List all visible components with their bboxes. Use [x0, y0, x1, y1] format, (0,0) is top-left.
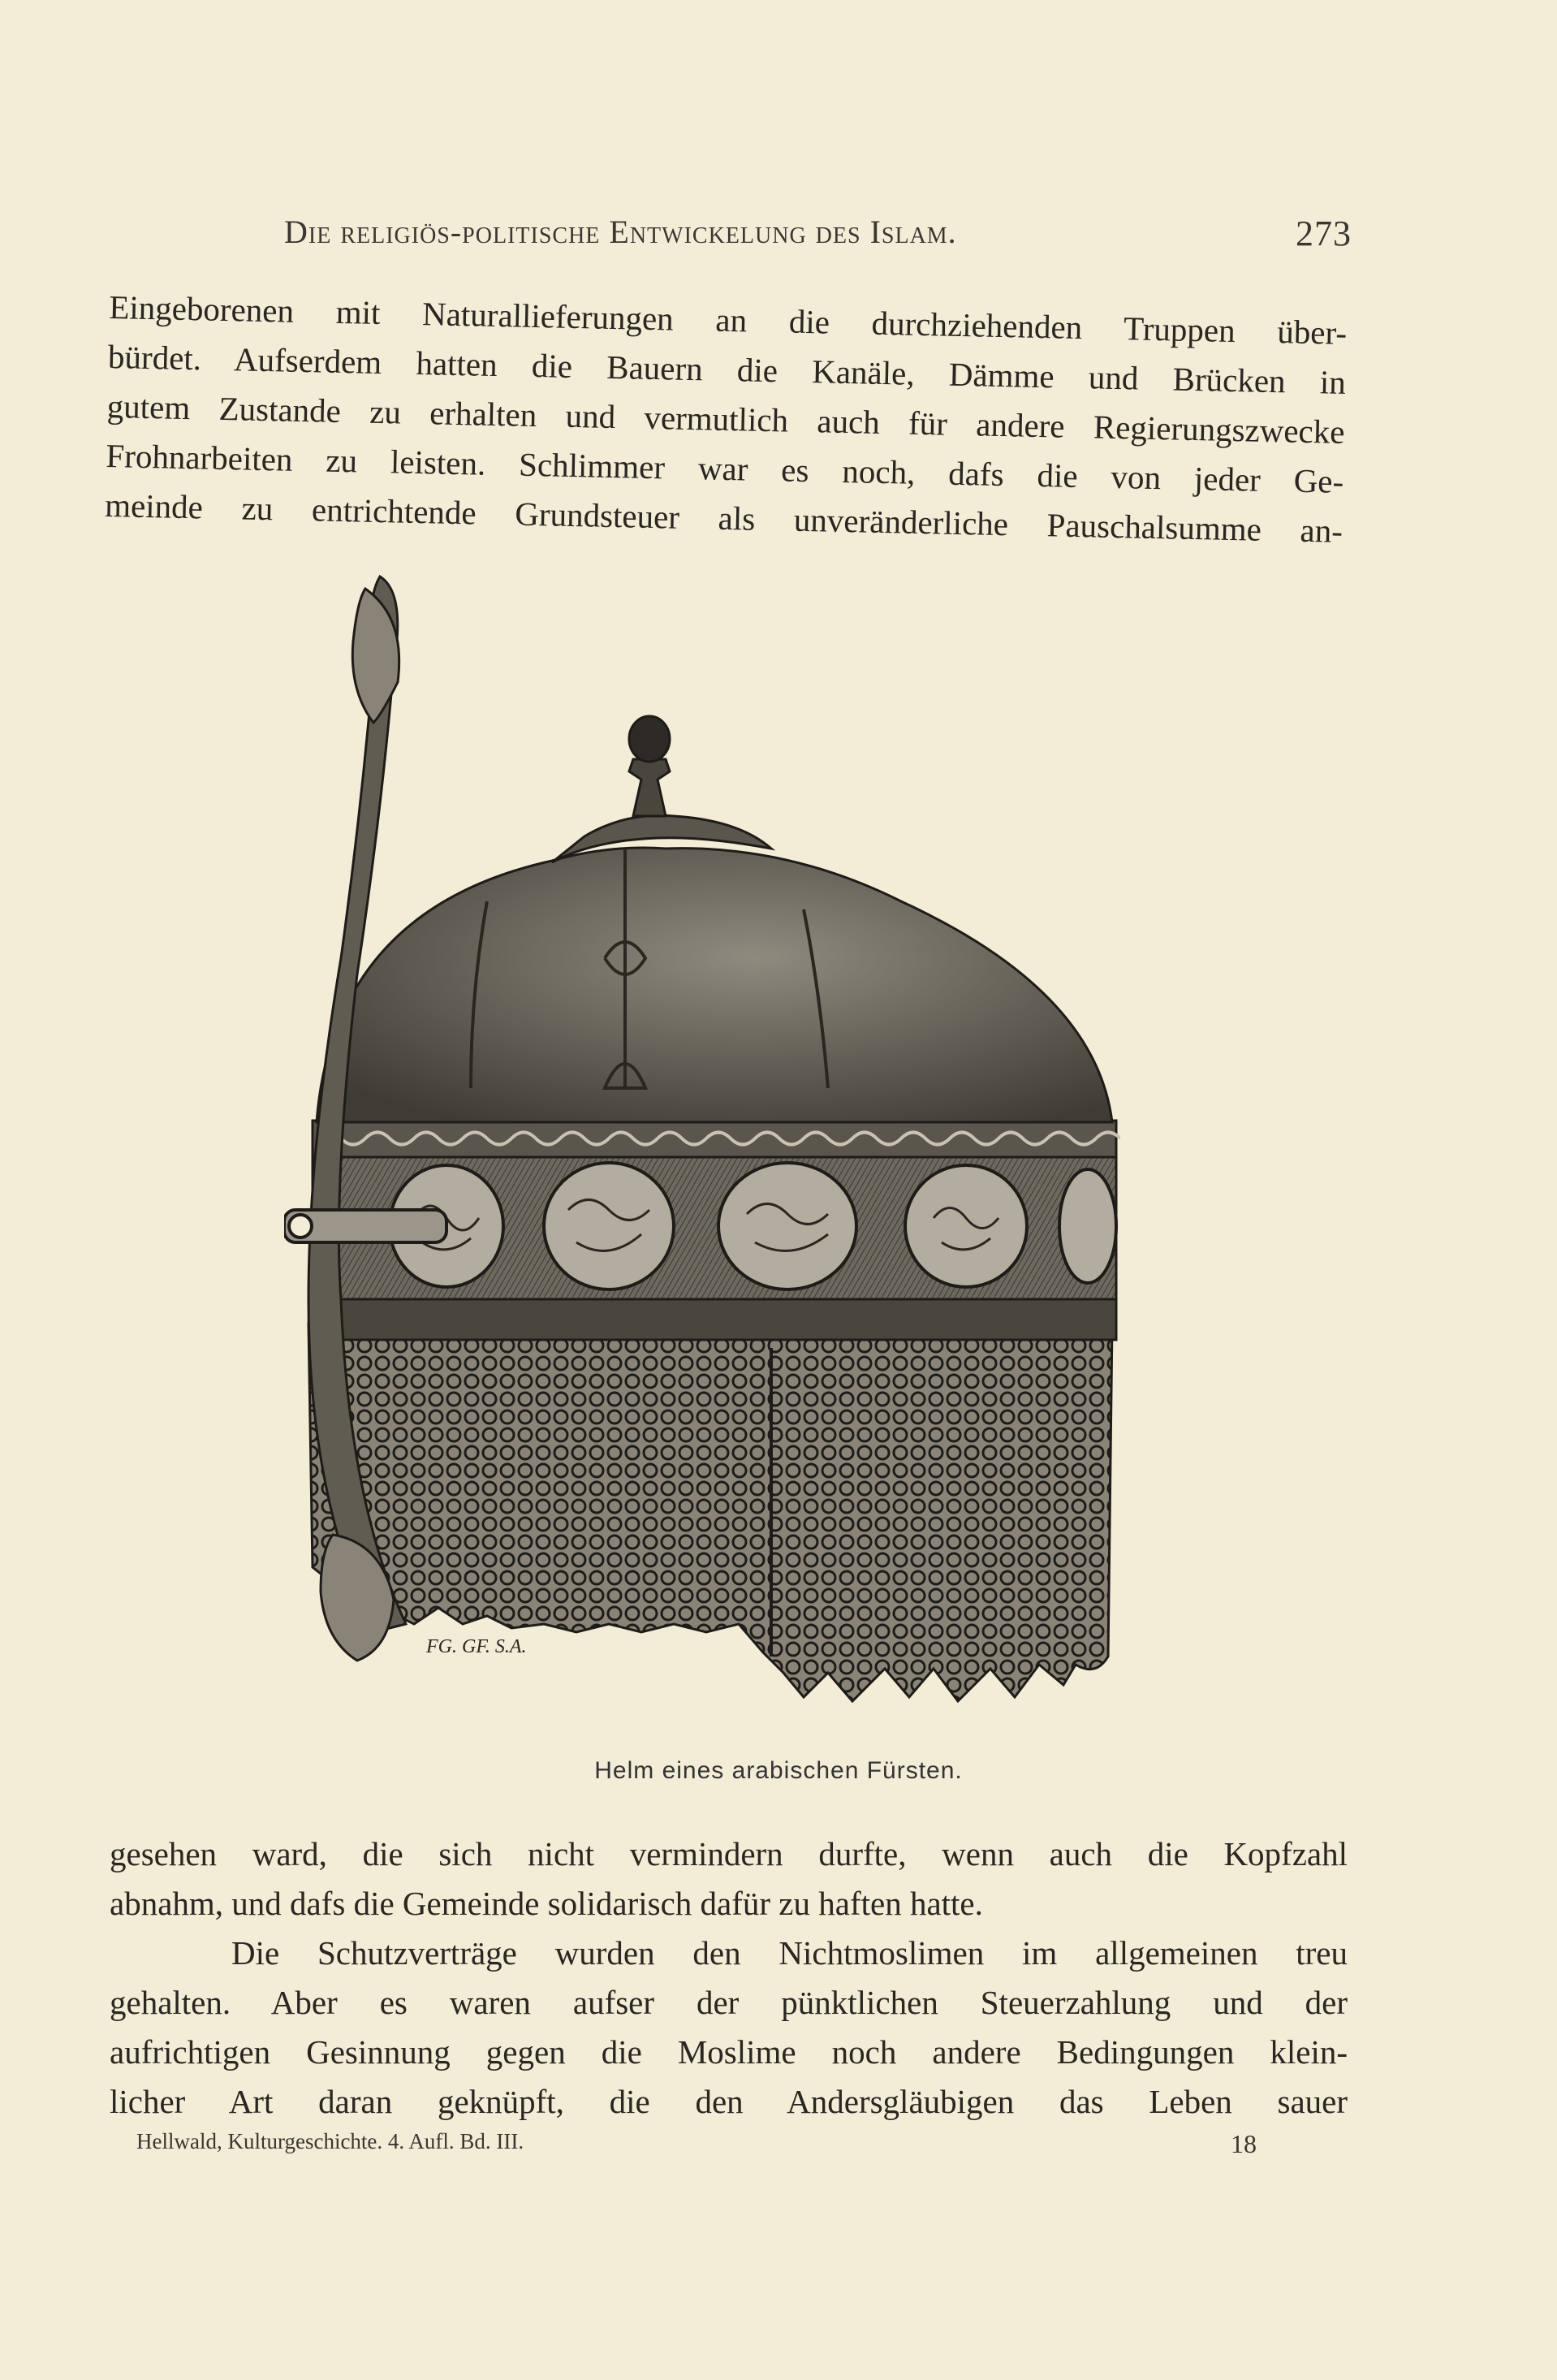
helmet-illustration [284, 568, 1120, 1738]
signature-mark: 18 [1231, 2129, 1257, 2158]
chapter-title: Die religiös-politische Entwickelung des Islam. [284, 214, 957, 250]
book-reference: Hellwald, Kulturgeschichte. 4. Aufl. Bd. III. [136, 2129, 524, 2153]
engraver-signature: FG. GF. S.A. [426, 1636, 527, 1657]
paragraph-top [105, 283, 1348, 556]
text-line: gutem Zustande zu erhalten und vermutlich auch für andere Regierungszwecke [106, 387, 1345, 451]
text-line: meinde zu entrichtende Grundsteuer als unveränderliche Pauschalsumme an- [104, 486, 1344, 550]
text-line: bürdet. Aufserdem hatten die Bauern die Kanäle, Dämme und Brücken in [107, 337, 1347, 401]
page-footer [136, 2129, 1257, 2158]
text-line: Die Schutzverträge wurden den Nichtmoslimen im allgemeinen treu [231, 1934, 1348, 1972]
text-line: Eingeborenen mit Naturallieferungen an die durchziehenden Truppen über- [108, 287, 1348, 352]
text-line: Frohnarbeiten zu leisten. Schlimmer war es noch, dafs die von jeder Ge- [106, 436, 1344, 500]
text-line: abnahm, und dafs die Gemeinde solidarisch dafür zu haften hatte. [110, 1885, 983, 1922]
text-line: aufrichtigen Gesinnung gegen die Moslime noch andere Bedingungen klein- [110, 2033, 1348, 2071]
text-line: gesehen ward, die sich nicht vermindern durfte, wenn auch die Kopfzahl [110, 1835, 1348, 1872]
paragraph-bottom [110, 1829, 1348, 2127]
text-line: licher Art daran geknüpft, die den Andersgläubigen das Leben sauer [110, 2083, 1348, 2120]
page-number: 273 [1296, 214, 1352, 253]
text-line: gehalten. Aber es waren aufser der pünktlichen Steuerzahlung und der [110, 1984, 1348, 2021]
figure-caption: Helm eines arabischen Fürsten. [594, 1757, 963, 1784]
running-head [284, 213, 1352, 251]
